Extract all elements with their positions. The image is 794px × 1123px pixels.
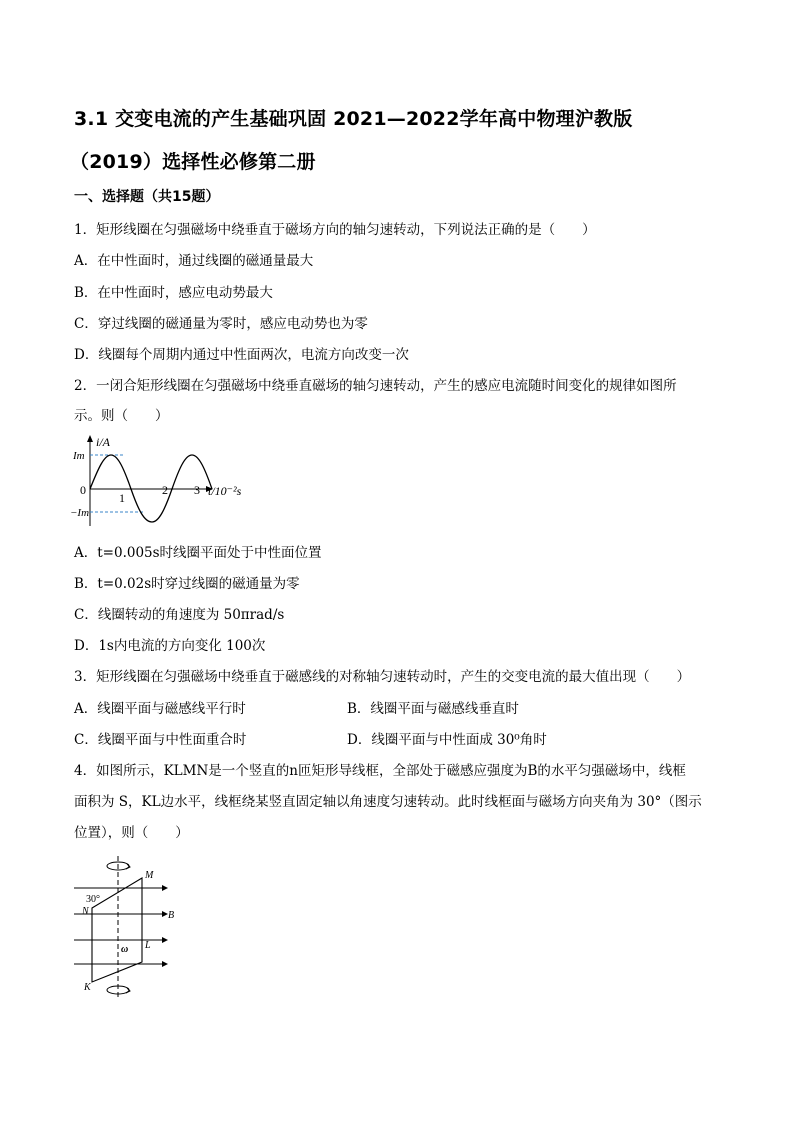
im-label: Im xyxy=(73,450,85,462)
q1-option-d: D．线圈每个周期内通过中性面两次，电流方向改变一次 xyxy=(74,347,409,363)
origin-label: 0 xyxy=(80,483,86,497)
x-tick-2: 2 xyxy=(162,483,168,497)
label-m: M xyxy=(145,870,154,881)
q3-option-d: D．线圈平面与中性面成 30⁰角时 xyxy=(347,732,547,748)
q1-option-c: C．穿过线圈的磁通量为零时，感应电动势也为零 xyxy=(74,316,368,332)
label-n: N xyxy=(82,906,89,917)
q1-stem: 1．矩形线圈在匀强磁场中绕垂直于磁场方向的轴匀速转动，下列说法正确的是（ ） xyxy=(74,222,596,238)
q2-option-b: B．t=0.02s时穿过线圈的磁通量为零 xyxy=(74,576,300,592)
q2-option-d: D．1s内电流的方向变化 100次 xyxy=(74,638,266,654)
x-axis-label: t/10⁻²s xyxy=(208,484,242,498)
page-title-line-1: 3.1 交变电流的产生基础巩固 2021—2022学年高中物理沪教版 xyxy=(74,108,633,130)
angle-label: 30° xyxy=(86,894,100,905)
q1-option-b: B．在中性面时，感应电动势最大 xyxy=(74,285,273,301)
x-tick-3: 3 xyxy=(194,483,200,497)
label-omega: ω xyxy=(121,944,129,955)
q4-stem-line-2: 面积为 S，KL边水平，线框绕某竖直固定轴以角速度匀速转动。此时线框面与磁场方向夹角为 30°（图示 xyxy=(74,794,702,810)
label-b: B xyxy=(168,910,175,921)
q3-stem: 3．矩形线圈在匀强磁场中绕垂直于磁感线的对称轴匀速转动时，产生的交变电流的最大值出现（ ） xyxy=(74,669,691,685)
neg-im-label: −Im xyxy=(70,507,90,519)
q2-stem-line-1: 2．一闭合矩形线圈在匀强磁场中绕垂直磁场的轴匀速转动，产生的感应电流随时间变化的规律如图所 xyxy=(74,378,677,394)
q4-coil-diagram xyxy=(72,852,192,1000)
x-tick-1: 1 xyxy=(119,491,125,505)
q1-option-a: A．在中性面时，通过线圈的磁通量最大 xyxy=(74,253,314,269)
q3-option-c: C．线圈平面与中性面重合时 xyxy=(74,732,247,748)
section-heading: 一、选择题（共15题） xyxy=(74,189,220,205)
q2-option-c: C．线圈转动的角速度为 50πrad/s xyxy=(74,607,285,623)
y-axis-label: i/A xyxy=(96,435,110,449)
q4-stem-line-1: 4．如图所示，KLMN是一个竖直的n匝矩形导线框，全部处于磁感应强度为B的水平匀强磁场中，线框 xyxy=(74,763,686,779)
q2-option-a: A．t=0.005s时线圈平面处于中性面位置 xyxy=(74,545,322,561)
q2-stem-line-2: 示。则（ ） xyxy=(74,408,169,424)
label-k: K xyxy=(84,982,91,993)
label-l: L xyxy=(145,940,151,951)
q3-option-b: B．线圈平面与磁感线垂直时 xyxy=(347,701,519,717)
q3-option-a: A．线圈平面与磁感线平行时 xyxy=(74,701,246,717)
page-title-line-2: （2019）选择性必修第二册 xyxy=(70,151,316,173)
q2-current-graph xyxy=(70,434,260,530)
q4-stem-line-3: 位置），则（ ） xyxy=(74,825,189,841)
